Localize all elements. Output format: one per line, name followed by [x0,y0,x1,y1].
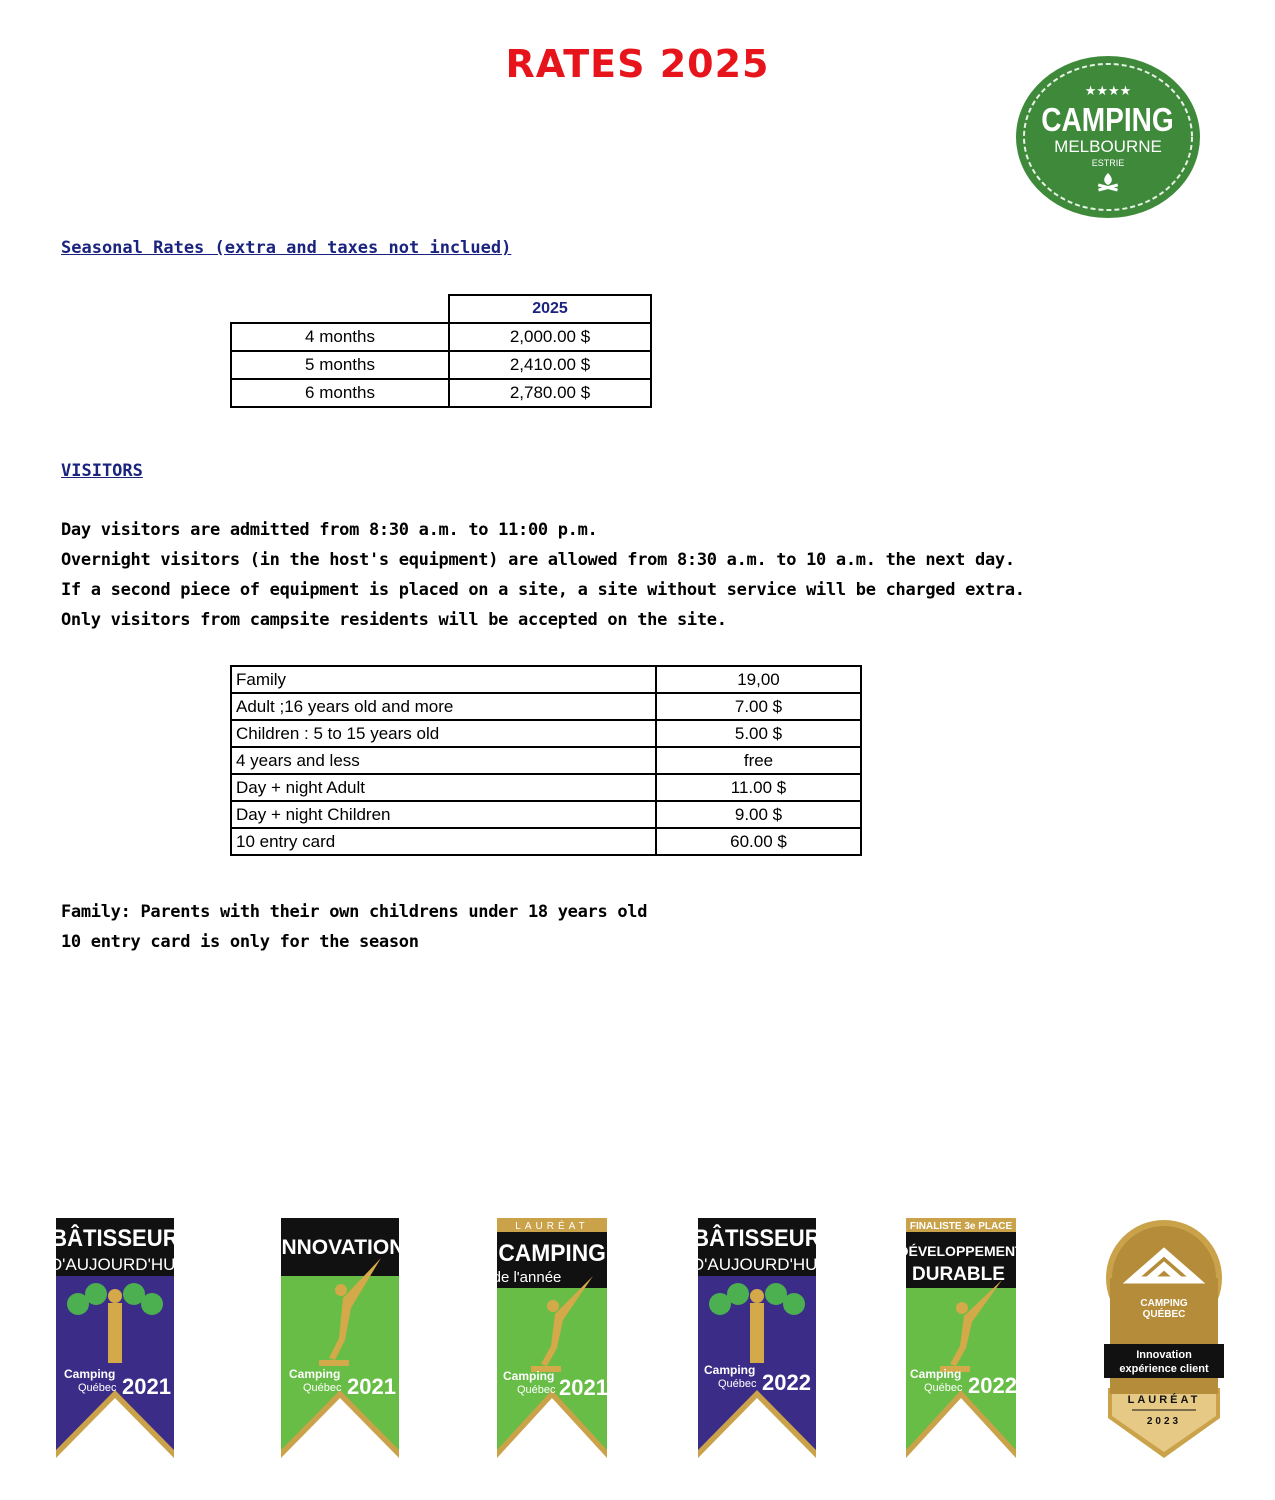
badge-org2: Québec [303,1382,342,1394]
seasonal-rates-table [230,294,652,408]
badge-org: Camping [289,1367,341,1381]
visitor-notes [61,897,647,957]
badge-year: 2021 [347,1374,396,1399]
badge-year: 2023 [1146,1416,1182,1427]
logo-stars: ★★★★ [1084,84,1132,99]
price-cell: 19,00 [656,666,861,693]
badge-subtitle: D'AUJOURD'HUI [691,1255,823,1274]
year-header: 2025 [449,295,651,323]
table-row [231,801,861,828]
badge-year: 2021 [559,1375,608,1400]
badge-org2: Québec [517,1384,556,1396]
visitors-heading: VISITORS [61,461,143,481]
badge-year: 2021 [122,1374,171,1399]
badge-subtitle: DURABLE [912,1264,1005,1285]
duration-cell: 5 months [231,351,449,379]
badge-top-label: LAURÉAT [1127,1394,1201,1406]
badge-top-label: FINALISTE 3e PLACE [909,1221,1013,1232]
badge-title: BÂTISSEUR [693,1224,821,1252]
rule-line: Overnight visitors (in the host's equipment) are allowed from 8:30 a.m. to 10 a.m. the next day. [61,550,1015,570]
price-cell: free [656,747,861,774]
badge-org: Camping [503,1369,555,1383]
badge-title: CAMPING [498,1239,606,1267]
logo-estrie-text: ESTRIE [1091,158,1125,168]
badge-subtitle: D'AUJOURD'HUI [49,1255,181,1274]
innovation-experience-client-2023-badge [1104,1218,1224,1460]
badge-org: Camping [910,1367,962,1381]
visitor-type-cell: Children : 5 to 15 years old [231,720,656,747]
table-row [231,693,861,720]
table-row [231,828,861,855]
badge-title: DÉVELOPPEMENT [898,1243,1024,1259]
price-cell: 60.00 $ [656,828,861,855]
rule-line: Day visitors are admitted from 8:30 a.m. to 11:00 p.m. [61,520,598,540]
visitor-type-cell: 10 entry card [231,828,656,855]
visitor-rates-table [230,665,862,856]
price-cell: 2,780.00 $ [449,379,651,407]
price-cell: 7.00 $ [656,693,861,720]
table-row [231,666,861,693]
price-cell: 11.00 $ [656,774,861,801]
badge-org: Camping [64,1367,116,1381]
note-line: Family: Parents with their own childrens under 18 years old [61,902,648,922]
camping-melbourne-logo [1014,55,1202,220]
table-row [231,323,651,351]
price-cell: 2,000.00 $ [449,323,651,351]
logo-camping-text: CAMPING [1041,101,1174,139]
price-cell: 2,410.00 $ [449,351,651,379]
visitor-type-cell: Family [231,666,656,693]
table-row [231,379,651,407]
rule-line: If a second piece of equipment is placed on a site, a site without service will be charged extra. [61,580,1025,600]
visitor-type-cell: Day + night Children [231,801,656,828]
visitors-rules [61,515,1025,635]
badge-subtitle: de l'année [492,1269,562,1286]
badge-year: 2022 [762,1370,811,1395]
empty-header-cell [231,295,449,323]
seasonal-rates-heading: Seasonal Rates (extra and taxes not inclued) [61,238,512,258]
badge-top-label: LAURÉAT [515,1221,589,1232]
badge-org2: Québec [718,1378,757,1390]
badge-org2: Québec [924,1382,963,1394]
table-header-row [231,295,651,323]
note-line: 10 entry card is only for the season [61,932,419,952]
badge-year: 2022 [968,1373,1017,1398]
badge-subtitle: expérience client [1119,1363,1209,1375]
batisseur-2022-badge [691,1218,823,1460]
price-cell: 9.00 $ [656,801,861,828]
visitor-type-cell: Adult ;16 years old and more [231,693,656,720]
developpement-durable-2022-badge [898,1218,1024,1460]
badge-title: BÂTISSEUR [51,1224,179,1252]
price-cell: 5.00 $ [656,720,861,747]
page-title: RATES 2025 [505,42,770,86]
badge-title: INNOVATION [275,1236,405,1259]
table-row [231,351,651,379]
badge-org: Camping [704,1363,756,1377]
badge-org2: QUÉBEC [1142,1309,1186,1320]
badge-org: CAMPING [1140,1298,1188,1309]
table-row [231,720,861,747]
duration-cell: 6 months [231,379,449,407]
duration-cell: 4 months [231,323,449,351]
logo-melbourne-text: MELBOURNE [1054,137,1162,156]
badge-title: Innovation [1136,1349,1192,1361]
badge-org2: Québec [78,1382,117,1394]
table-row [231,747,861,774]
rule-line: Only visitors from campsite residents will be accepted on the site. [61,610,727,630]
innovation-2021-badge [275,1218,405,1460]
camping-de-lannee-2021-badge [492,1218,608,1460]
visitor-type-cell: 4 years and less [231,747,656,774]
table-row [231,774,861,801]
batisseur-2021-badge [49,1218,181,1460]
visitor-type-cell: Day + night Adult [231,774,656,801]
